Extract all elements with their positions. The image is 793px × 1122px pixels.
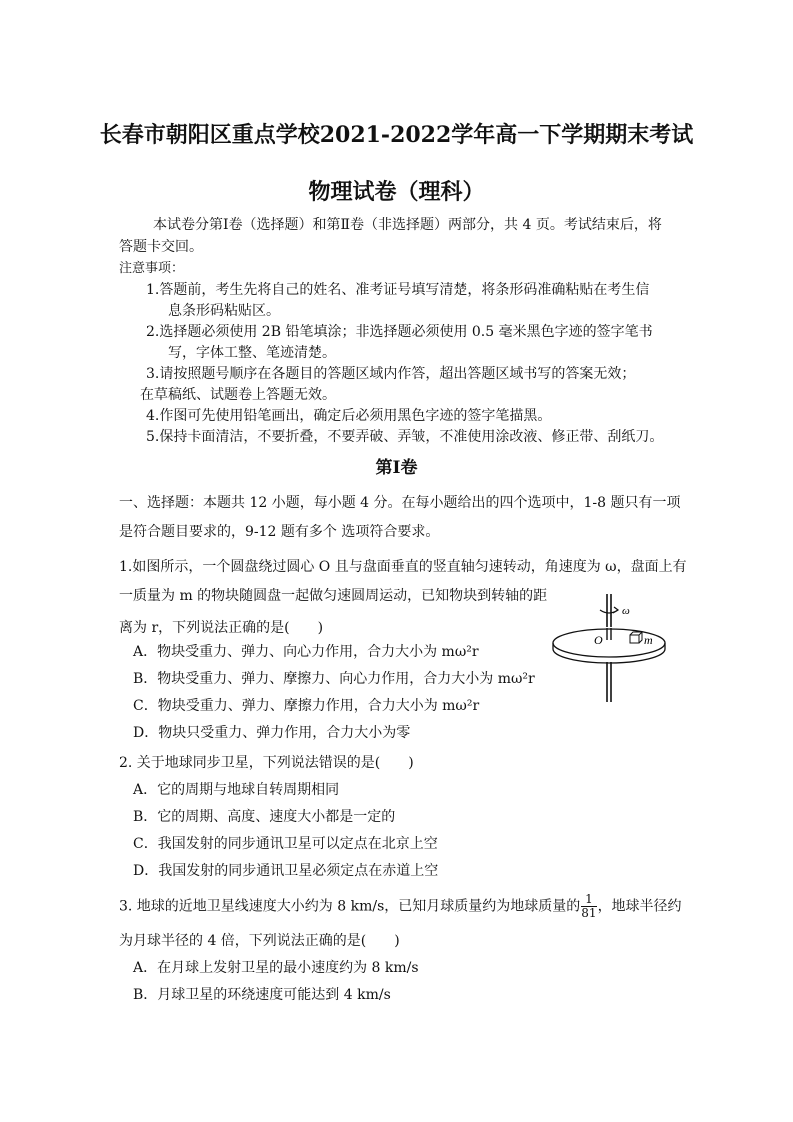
section-desc-line-1: 一、选择题：本题共 12 小题，每小题 4 分。在每小题给出的四个选项中，1-8 题只有一项	[119, 495, 681, 511]
q3-option-a: A．在月球上发射卫星的最小速度约为 8 km/s	[133, 960, 419, 976]
q3-stem-line-1	[119, 893, 682, 920]
q3-option-b: B．月球卫星的环绕速度可能达到 4 km/s	[133, 987, 391, 1003]
q1-option-c: C．物块受重力、弹力、摩擦力作用，合力大小为 mω²r	[133, 698, 480, 714]
notice-title: 注意事项：	[119, 261, 185, 276]
notice-3-line-2: 在草稿纸、试题卷上答题无效。	[140, 387, 336, 403]
section-desc-line-2: 是符合题目要求的，9-12 题有多个 选项符合要求。	[119, 524, 440, 540]
exam-title: 长春市朝阳区重点学校2021-2022学年高一下学期期末考试	[99, 122, 694, 148]
notice-3-line-1: 3.请按照题号顺序在各题目的答题区域内作答，超出答题区域书写的答案无效；	[146, 366, 636, 382]
q3-stem-line-2: 为月球半径的 4 倍，下列说法正确的是( )	[119, 933, 400, 949]
q3-stem-a: 3. 地球的近地卫星线速度大小约为 8 km/s，已知月球质量约为地球质量的	[119, 898, 581, 915]
notice-4: 4.作图可先使用铅笔画出，确定后必须用黑色字迹的签字笔描黑。	[146, 408, 552, 424]
intro-line-1: 本试卷分第Ⅰ卷（选择题）和第Ⅱ卷（非选择题）两部分，共 4 页。考试结束后，将	[153, 217, 662, 233]
q2-option-a: A．它的周期与地球自转周期相同	[133, 782, 340, 798]
section-title: 第Ⅰ卷	[375, 458, 418, 478]
q1-stem-line-1: 1.如图所示，一个圆盘绕过圆心 O 且与盘面垂直的竖直轴匀速转动，角速度为 ω，盘面上有	[119, 559, 687, 575]
q1-option-a: A．物块受重力、弹力、向心力作用，合力大小为 mω²r	[133, 644, 479, 660]
notice-2-line-2: 写，字体工整、笔迹清楚。	[168, 345, 336, 361]
fraction-numerator: 1	[581, 893, 596, 907]
fraction-denominator: 81	[581, 906, 597, 920]
q3-stem-b: ，地球半径约	[597, 898, 682, 915]
q1-option-d: D．物块只受重力、弹力作用，合力大小为零	[133, 725, 411, 741]
q2-option-d: D．我国发射的同步通讯卫星必须定点在赤道上空	[133, 863, 439, 879]
exam-subtitle: 物理试卷（理科）	[308, 179, 485, 205]
notice-2-line-1: 2.选择题必须使用 2B 铅笔填涂；非选择题必须使用 0.5 毫米黑色字迹的签字笔书	[146, 324, 653, 340]
q2-option-b: B．它的周期、高度、速度大小都是一定的	[133, 809, 396, 825]
center-label: O	[594, 633, 603, 647]
q2-option-c: C．我国发射的同步通讯卫星可以定点在北京上空	[133, 836, 438, 852]
omega-label: ω	[622, 605, 630, 617]
q2-stem: 2. 关于地球同步卫星，下列说法错误的是( )	[119, 755, 414, 771]
rotation-arrowhead	[613, 607, 618, 613]
rotating-disk-figure	[548, 592, 670, 704]
q1-stem-line-3: 离为 r，下列说法正确的是( )	[119, 620, 324, 636]
notice-1-line-2: 息条形码粘贴区。	[168, 303, 280, 319]
q1-option-b: B．物块受重力、弹力、摩擦力、向心力作用，合力大小为 mω²r	[133, 671, 535, 687]
notice-5: 5.保持卡面清洁，不要折叠，不要弄破、弄皱，不准使用涂改液、修正带、刮纸刀。	[146, 429, 664, 445]
notice-1-line-1: 1.答题前，考生先将自己的姓名、准考证号填写清楚，将条形码准确粘贴在考生信	[146, 282, 650, 298]
fraction	[581, 893, 596, 920]
intro-line-2: 答题卡交回。	[119, 239, 203, 255]
q1-stem-line-2: 一质量为 m 的物块随圆盘一起做匀速圆周运动，已知物块到转轴的距	[119, 588, 548, 604]
mass-label: m	[644, 633, 653, 647]
